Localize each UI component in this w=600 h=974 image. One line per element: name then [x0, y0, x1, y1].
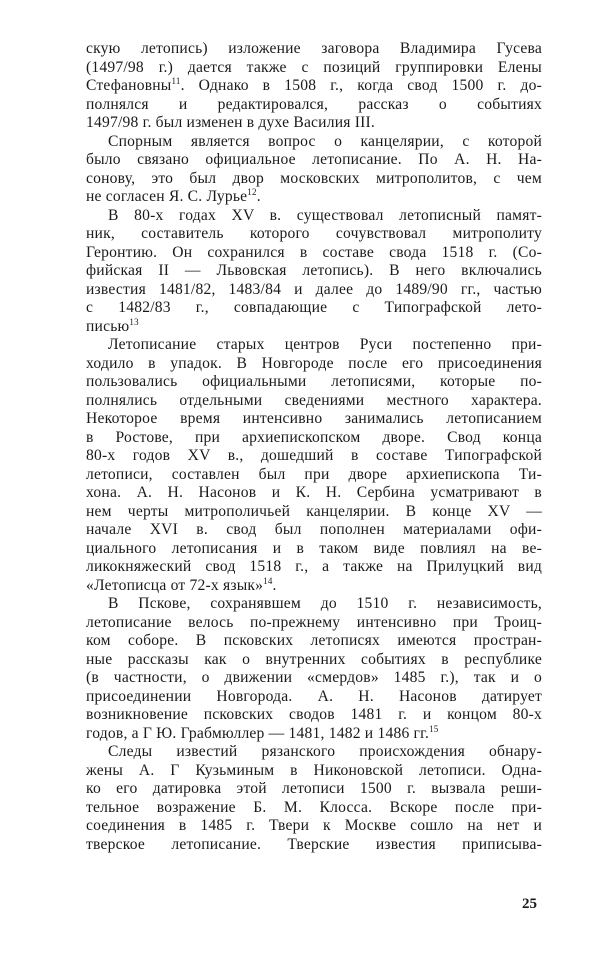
- text-line: [86, 558, 542, 577]
- text-line: [86, 262, 542, 281]
- text-line: [86, 373, 542, 392]
- line-text-continued: . Однако в 1508 г., когда свод 1500 г. до-: [180, 77, 542, 94]
- text-line: [86, 207, 542, 226]
- text-line: [86, 151, 542, 170]
- text-line: [86, 484, 542, 503]
- paragraph: [86, 207, 542, 337]
- line-text: с 1482/83 г., совпадающие с Типографской лето-: [86, 299, 542, 316]
- line-text-continued: .: [256, 188, 261, 205]
- text-line: [86, 521, 542, 540]
- line-text: ко его датировка этой летописи 1500 г. вызвала реши-: [86, 780, 542, 797]
- text-line: [86, 466, 542, 485]
- line-text: жены А. Г Кузьминым в Никоновской летописи. Одна-: [86, 761, 542, 779]
- text-line: [86, 244, 542, 263]
- text-line: [86, 114, 542, 133]
- page-body-text: [86, 40, 542, 854]
- text-line: [86, 540, 542, 559]
- line-text: не согласен Я. С. Лурье: [86, 188, 248, 205]
- text-line: [86, 170, 542, 189]
- paragraph: [86, 40, 542, 133]
- line-text: начале XVI в. свод был пополнен материалами офи-: [86, 521, 542, 538]
- text-line: [86, 836, 542, 855]
- text-line: [86, 688, 542, 707]
- text-line: [86, 632, 542, 651]
- text-line: [86, 410, 542, 429]
- line-text: (1497/98 г.) дается также с позиций группировки Елены: [86, 58, 542, 76]
- line-text: ник, составитель которого сочувствовал митрополиту: [86, 225, 542, 242]
- text-line: [86, 77, 542, 96]
- text-line: [86, 392, 542, 411]
- page-number: 25: [522, 896, 537, 912]
- line-text: Геронтию. Он сохранился в составе свода 1518 г. (Со-: [86, 243, 542, 261]
- line-text: Спорным является вопрос о канцелярии, с которой: [108, 132, 542, 150]
- line-text: возникновение псковских сводов 1481 г. и концом 80-х: [86, 706, 542, 723]
- line-text: известия 1481/82, 1483/84 и далее до 1489/90 гг., частью: [86, 280, 542, 298]
- paragraph: [86, 743, 542, 854]
- line-text: В Пскове, сохранявшем до 1510 г. независимость,: [108, 595, 542, 612]
- line-text: полнялись отдельными сведениями местного характера.: [86, 391, 542, 409]
- line-text: ные рассказы как о внутренних событиях в республике: [86, 650, 542, 668]
- text-line: [86, 447, 542, 466]
- text-line: [86, 336, 542, 355]
- line-text: было связано официальное летописание. По А. Н. На-: [86, 151, 542, 168]
- text-line: [86, 651, 542, 670]
- line-text: В 80-х годах XV в. существовал летописный памят-: [108, 206, 542, 224]
- text-line: [86, 762, 542, 781]
- footnote-marker: 14: [263, 575, 273, 586]
- footnote-marker: 12: [247, 187, 257, 197]
- line-text: присоединении Новгорода. А. Н. Насонов датирует: [86, 687, 542, 705]
- line-text: Некоторое время интенсивно занимались летописанием: [86, 410, 542, 427]
- line-text: Стефановны: [86, 77, 172, 94]
- line-text: пользовались официальными летописями, которые по-: [86, 373, 542, 390]
- line-text: тверское летописание. Тверские известия приписыва-: [86, 835, 542, 853]
- line-text: (в частности, о движении «смердов» 1485 г.), так и о: [86, 669, 542, 686]
- text-line: [86, 59, 542, 78]
- line-text: писью: [86, 317, 130, 335]
- text-line: [86, 725, 542, 744]
- paragraph: [86, 336, 542, 595]
- text-line: [86, 780, 542, 799]
- line-text: ходило в упадок. В Новгороде после его присоединения: [86, 354, 542, 372]
- text-line: [86, 96, 542, 115]
- line-text: тельное возражение Б. М. Клосса. Вскоре после при-: [86, 798, 542, 816]
- line-text: ликокняжеский свод 1518 г., а также на Прилуцкий вид: [86, 558, 542, 575]
- paragraph: [86, 133, 542, 207]
- line-text: циального летописания и в таком виде повлиял на ве-: [86, 539, 542, 557]
- line-text: 80-х годов XV в., дошедший в составе Типографской: [86, 447, 542, 464]
- text-line: [86, 595, 542, 614]
- text-line: [86, 355, 542, 374]
- text-line: [86, 318, 542, 337]
- line-text: годов, а Г Ю. Грабмюллер — 1481, 1482 и 1486 гг.: [86, 724, 430, 742]
- text-line: [86, 706, 542, 725]
- text-line: [86, 817, 542, 836]
- text-line: [86, 225, 542, 244]
- line-text: в Ростове, при архиепископском дворе. Свод конца: [86, 428, 542, 446]
- line-text: «Летописца от 72-х язык»: [86, 576, 264, 594]
- line-text: полнялся и редактировался, рассказ о событиях: [86, 95, 542, 113]
- line-text: скую летопись) изложение заговора Владимира Гусева: [86, 40, 542, 57]
- footnote-marker: 13: [129, 316, 139, 327]
- text-line: [86, 503, 542, 522]
- footnote-marker: 15: [429, 723, 439, 734]
- text-line: [86, 299, 542, 318]
- line-text: Следы известий рязанского происхождения обнару-: [108, 743, 542, 760]
- text-line: [86, 669, 542, 688]
- text-line: [86, 429, 542, 448]
- paragraph: [86, 595, 542, 743]
- text-line: [86, 614, 542, 633]
- line-text: летописание велось по-прежнему интенсивно при Троиц-: [86, 613, 542, 631]
- line-text: Летописание старых центров Руси постепенно при-: [108, 336, 542, 353]
- line-text: сонову, это был двор московских митрополитов, с чем: [86, 169, 542, 187]
- line-text: ком соборе. В псковских летописях имеются простран-: [86, 632, 542, 649]
- line-text: фийская II — Львовская летопись). В него включались: [86, 262, 542, 279]
- text-line: [86, 281, 542, 300]
- line-text: соединения в 1485 г. Твери к Москве сошло на нет и: [86, 817, 542, 834]
- text-line: [86, 188, 542, 207]
- line-text: нем черты митрополичьей канцелярии. В конце XV —: [86, 502, 542, 520]
- text-line: [86, 40, 542, 59]
- line-text-continued: .: [272, 576, 277, 594]
- text-line: [86, 577, 542, 596]
- line-text: летописи, составлен был при дворе архиепископа Ти-: [86, 465, 542, 483]
- line-text: 1497/98 г. был изменен в духе Василия III.: [86, 114, 376, 131]
- text-line: [86, 743, 542, 762]
- text-line: [86, 133, 542, 152]
- text-line: [86, 799, 542, 818]
- footnote-marker: 11: [171, 76, 181, 86]
- line-text: хона. А. Н. Насонов и К. Н. Сербина усматривают в: [86, 484, 542, 501]
